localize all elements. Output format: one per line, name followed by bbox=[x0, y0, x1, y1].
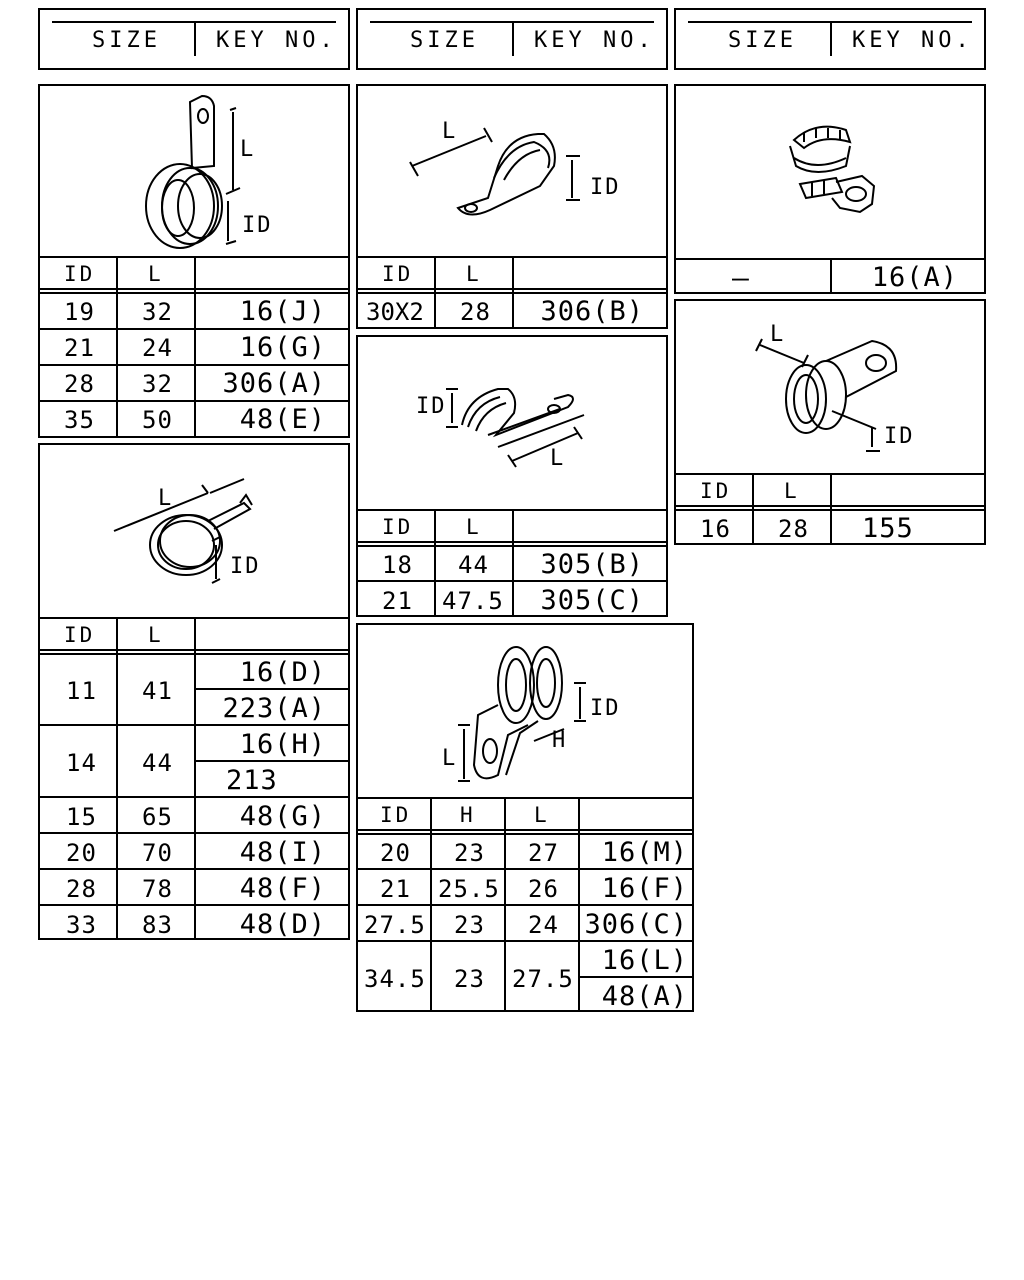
header-key-label: KEY NO. bbox=[852, 28, 973, 53]
cell-key-no: 306(A) bbox=[222, 368, 326, 399]
clip-g-panel bbox=[674, 299, 986, 545]
col-header-h: H bbox=[460, 803, 476, 827]
header-box-3 bbox=[674, 8, 986, 70]
cell-size: — bbox=[732, 261, 749, 294]
cell-id: 30X2 bbox=[366, 298, 424, 326]
dim-label-id: ID bbox=[242, 213, 273, 238]
cell-key-no: 16(L) bbox=[601, 945, 688, 976]
cell-key-no: 223(A) bbox=[222, 693, 326, 724]
col-header-id: ID bbox=[382, 262, 414, 286]
dim-label-h: H bbox=[552, 728, 568, 753]
cell-l: 44 bbox=[458, 551, 489, 579]
cell-l: 41 bbox=[142, 677, 173, 705]
cell-l: 44 bbox=[142, 749, 173, 777]
cell-id: 33 bbox=[66, 911, 97, 939]
cell-key-no: 16(A) bbox=[871, 262, 958, 293]
clip-c-panel bbox=[356, 84, 668, 329]
cell-key-no: 16(F) bbox=[601, 873, 688, 904]
cell-key-no: 16(D) bbox=[239, 657, 326, 688]
dim-label-l: L bbox=[158, 486, 174, 511]
cell-key-no: 155 bbox=[862, 513, 914, 544]
dim-label-l: L bbox=[442, 119, 458, 144]
cell-id: 20 bbox=[66, 839, 97, 867]
col-header-l: L bbox=[784, 479, 800, 503]
cell-l: 47.5 bbox=[442, 587, 504, 615]
cell-key-no: 48(E) bbox=[239, 404, 326, 435]
cell-h: 23 bbox=[454, 839, 485, 867]
cell-key-no: 48(F) bbox=[239, 873, 326, 904]
col-header-l: L bbox=[148, 623, 164, 647]
cell-id: 27.5 bbox=[364, 911, 426, 939]
col-header-l: L bbox=[148, 262, 164, 286]
col-header-id: ID bbox=[380, 803, 412, 827]
dim-label-id: ID bbox=[416, 394, 447, 419]
header-box-2 bbox=[356, 8, 668, 70]
cell-key-no: 16(M) bbox=[601, 837, 688, 868]
clip-f-panel bbox=[674, 84, 986, 294]
cell-l: 27 bbox=[528, 839, 559, 867]
dim-label-l: L bbox=[442, 746, 458, 771]
cell-id: 21 bbox=[64, 334, 95, 362]
cell-id: 28 bbox=[66, 875, 97, 903]
cell-id: 21 bbox=[382, 587, 413, 615]
cell-h: 23 bbox=[454, 965, 485, 993]
cell-key-no: 305(B) bbox=[540, 549, 644, 580]
col-header-l: L bbox=[466, 515, 482, 539]
cell-id: 18 bbox=[382, 551, 413, 579]
clip-a-drawing bbox=[40, 86, 348, 256]
cell-l: 24 bbox=[528, 911, 559, 939]
cell-key-no: 48(G) bbox=[239, 801, 326, 832]
cell-key-no: 305(C) bbox=[540, 585, 644, 616]
clip-d-panel bbox=[356, 335, 668, 617]
cell-h: 25.5 bbox=[438, 875, 500, 903]
cell-l: 50 bbox=[142, 406, 173, 434]
clip-g-drawing bbox=[676, 301, 984, 473]
cell-id: 21 bbox=[380, 875, 411, 903]
cell-key-no: 306(B) bbox=[540, 296, 644, 327]
cell-l: 27.5 bbox=[512, 965, 574, 993]
cell-id: 35 bbox=[64, 406, 95, 434]
clip-d-drawing bbox=[358, 337, 666, 509]
col-header-l: L bbox=[466, 262, 482, 286]
cell-l: 26 bbox=[528, 875, 559, 903]
cell-key-no: 16(J) bbox=[239, 296, 326, 327]
cell-id: 20 bbox=[380, 839, 411, 867]
cell-id: 19 bbox=[64, 298, 95, 326]
dim-label-id: ID bbox=[590, 696, 621, 721]
clip-e-panel bbox=[356, 623, 694, 1012]
cell-key-no: 16(H) bbox=[239, 729, 326, 760]
dim-label-l: L bbox=[240, 137, 256, 162]
cell-h: 23 bbox=[454, 911, 485, 939]
clip-b-panel bbox=[38, 443, 350, 940]
header-size-label: SIZE bbox=[410, 28, 479, 53]
col-header-id: ID bbox=[700, 479, 732, 503]
cell-l: 24 bbox=[142, 334, 173, 362]
cell-id: 28 bbox=[64, 370, 95, 398]
header-size-label: SIZE bbox=[728, 28, 797, 53]
clip-f-drawing bbox=[676, 86, 984, 258]
cell-key-no: 48(A) bbox=[601, 981, 688, 1012]
dim-label-id: ID bbox=[884, 424, 915, 449]
cell-key-no: 306(C) bbox=[584, 909, 688, 940]
cell-id: 15 bbox=[66, 803, 97, 831]
dim-label-id: ID bbox=[590, 175, 621, 200]
dim-label-l: L bbox=[550, 446, 566, 471]
cell-id: 14 bbox=[66, 749, 97, 777]
cell-l: 28 bbox=[778, 515, 809, 543]
header-size-label: SIZE bbox=[92, 28, 161, 53]
cell-id: 11 bbox=[66, 677, 97, 705]
cell-id: 16 bbox=[700, 515, 731, 543]
cell-key-no: 213 bbox=[226, 765, 278, 796]
cell-id: 34.5 bbox=[364, 965, 426, 993]
col-header-id: ID bbox=[64, 262, 96, 286]
header-box-1 bbox=[38, 8, 350, 70]
clip-e-drawing bbox=[358, 625, 692, 797]
cell-l: 32 bbox=[142, 370, 173, 398]
header-key-label: KEY NO. bbox=[534, 28, 655, 53]
cell-key-no: 48(I) bbox=[239, 837, 326, 868]
cell-l: 28 bbox=[460, 298, 491, 326]
cell-l: 32 bbox=[142, 298, 173, 326]
header-key-label: KEY NO. bbox=[216, 28, 337, 53]
cell-l: 65 bbox=[142, 803, 173, 831]
cell-l: 70 bbox=[142, 839, 173, 867]
cell-key-no: 16(G) bbox=[239, 332, 326, 363]
cell-l: 83 bbox=[142, 911, 173, 939]
cell-l: 78 bbox=[142, 875, 173, 903]
col-header-id: ID bbox=[382, 515, 414, 539]
dim-label-l: L bbox=[770, 322, 786, 347]
col-header-id: ID bbox=[64, 623, 96, 647]
dim-label-id: ID bbox=[230, 554, 261, 579]
clip-a-panel bbox=[38, 84, 350, 438]
col-header-l: L bbox=[534, 803, 550, 827]
clip-c-drawing bbox=[358, 86, 666, 256]
clip-b-drawing bbox=[40, 445, 348, 617]
cell-key-no: 48(D) bbox=[239, 909, 326, 940]
